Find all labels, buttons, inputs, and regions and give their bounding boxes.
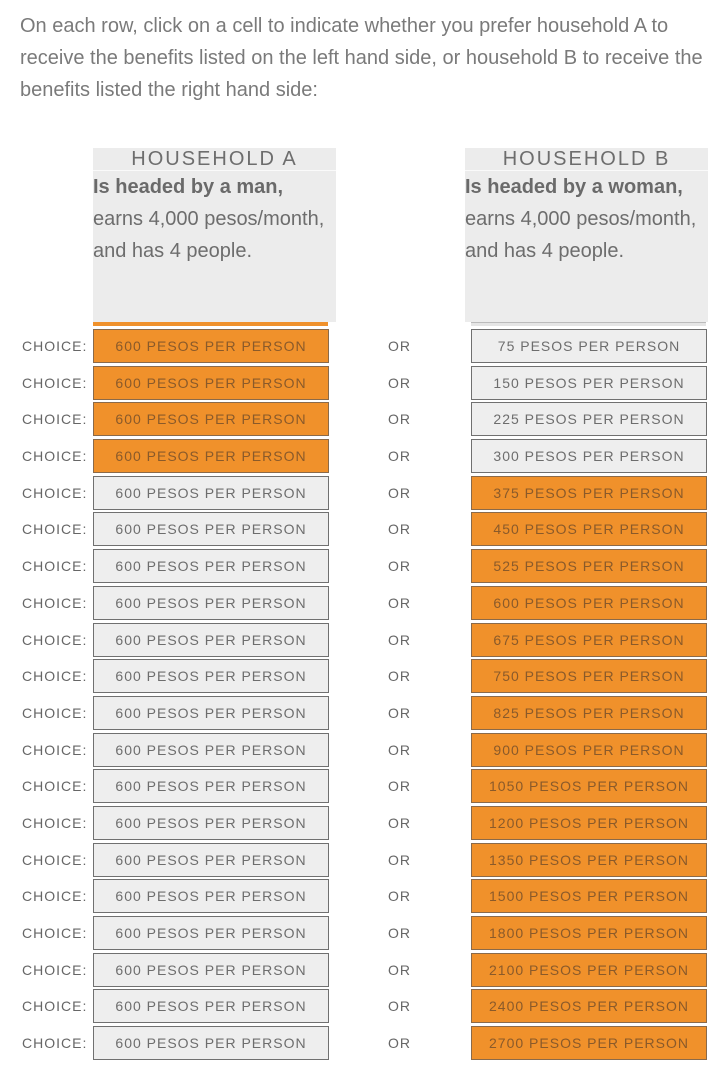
household-a-option-cell[interactable]: 600 PESOS PER PERSON <box>93 696 329 730</box>
choice-row <box>0 696 723 733</box>
choice-row <box>0 1026 723 1063</box>
household-b-description <box>465 171 708 267</box>
choice-row <box>0 879 723 916</box>
household-b-option-cell[interactable]: 225 PESOS PER PERSON <box>471 402 707 436</box>
choice-label: CHOICE: <box>22 1035 88 1052</box>
or-label: OR <box>388 374 411 391</box>
choice-row <box>0 769 723 806</box>
household-b-option-cell[interactable]: 2100 PESOS PER PERSON <box>471 953 707 987</box>
choice-row <box>0 733 723 770</box>
or-label: OR <box>388 888 411 905</box>
household-a-option-cell[interactable]: 600 PESOS PER PERSON <box>93 549 329 583</box>
household-b-option-cell[interactable]: 75 PESOS PER PERSON <box>471 329 707 363</box>
household-b-header <box>465 148 708 322</box>
or-label: OR <box>388 668 411 685</box>
choice-row <box>0 549 723 586</box>
household-a-option-cell[interactable]: 600 PESOS PER PERSON <box>93 366 329 400</box>
choice-label: CHOICE: <box>22 484 88 501</box>
choice-label: CHOICE: <box>22 778 88 795</box>
choice-label: CHOICE: <box>22 558 88 575</box>
choice-label: CHOICE: <box>22 741 88 758</box>
household-a-option-cell[interactable]: 600 PESOS PER PERSON <box>93 989 329 1023</box>
household-b-option-cell[interactable]: 2700 PESOS PER PERSON <box>471 1026 707 1060</box>
household-b-option-cell[interactable]: 750 PESOS PER PERSON <box>471 659 707 693</box>
or-label: OR <box>388 1035 411 1052</box>
choice-row <box>0 916 723 953</box>
household-a-option-cell[interactable]: 600 PESOS PER PERSON <box>93 843 329 877</box>
household-a-desc-bold: Is headed by a man, <box>93 176 284 198</box>
household-b-option-cell[interactable]: 525 PESOS PER PERSON <box>471 549 707 583</box>
household-a-option-cell[interactable]: 600 PESOS PER PERSON <box>93 916 329 950</box>
or-label: OR <box>388 448 411 465</box>
household-a-option-cell[interactable]: 600 PESOS PER PERSON <box>93 586 329 620</box>
household-b-title: HOUSEHOLD B <box>465 148 708 171</box>
household-a-option-cell[interactable]: 600 PESOS PER PERSON <box>93 953 329 987</box>
or-label: OR <box>388 925 411 941</box>
household-b-option-cell[interactable]: 2400 PESOS PER PERSON <box>471 989 707 1023</box>
choice-label: CHOICE: <box>22 411 88 428</box>
household-a-option-cell[interactable]: 600 PESOS PER PERSON <box>93 769 329 803</box>
choice-label: CHOICE: <box>22 374 88 391</box>
choice-row <box>0 586 723 623</box>
choice-row <box>0 623 723 660</box>
household-a-desc-rest: earns 4,000 pesos/month, and has 4 people. <box>93 208 325 262</box>
household-a-option-cell[interactable]: 600 PESOS PER PERSON <box>93 329 329 363</box>
choice-label: CHOICE: <box>22 338 88 354</box>
household-a-accent-line <box>93 322 328 326</box>
household-b-option-cell[interactable]: 1200 PESOS PER PERSON <box>471 806 707 840</box>
choice-label: CHOICE: <box>22 925 88 941</box>
choice-table <box>0 329 723 1063</box>
or-label: OR <box>388 558 411 575</box>
household-b-option-cell[interactable]: 1350 PESOS PER PERSON <box>471 843 707 877</box>
choice-row <box>0 402 723 439</box>
household-a-option-cell[interactable]: 600 PESOS PER PERSON <box>93 512 329 546</box>
choice-label: CHOICE: <box>22 521 88 538</box>
choice-label: CHOICE: <box>22 961 88 978</box>
or-label: OR <box>388 521 411 538</box>
or-label: OR <box>388 741 411 758</box>
household-a-option-cell[interactable]: 600 PESOS PER PERSON <box>93 733 329 767</box>
or-label: OR <box>388 998 411 1015</box>
choice-label: CHOICE: <box>22 704 88 721</box>
or-label: OR <box>388 851 411 868</box>
choice-row <box>0 806 723 843</box>
household-a-option-cell[interactable]: 600 PESOS PER PERSON <box>93 623 329 657</box>
household-b-option-cell[interactable]: 825 PESOS PER PERSON <box>471 696 707 730</box>
choice-row <box>0 953 723 990</box>
household-b-accent-line <box>471 322 706 326</box>
or-label: OR <box>388 484 411 501</box>
household-a-option-cell[interactable]: 600 PESOS PER PERSON <box>93 439 329 473</box>
choice-row <box>0 989 723 1026</box>
choice-label: CHOICE: <box>22 448 88 465</box>
choice-row <box>0 476 723 513</box>
instructions-text: On each row, click on a cell to indicate whether you prefer household A to receive the benefits listed on the left hand side, or household B to receive the benefits listed the right hand side: <box>20 15 703 101</box>
or-label: OR <box>388 814 411 831</box>
or-label: OR <box>388 594 411 611</box>
choice-row <box>0 329 723 366</box>
choice-label: CHOICE: <box>22 594 88 611</box>
household-a-option-cell[interactable]: 600 PESOS PER PERSON <box>93 476 329 510</box>
household-b-desc-bold: Is headed by a woman, <box>465 176 683 198</box>
household-b-option-cell[interactable]: 300 PESOS PER PERSON <box>471 439 707 473</box>
household-a-header <box>93 148 336 322</box>
household-a-option-cell[interactable]: 600 PESOS PER PERSON <box>93 402 329 436</box>
household-a-description <box>93 171 336 267</box>
household-a-title: HOUSEHOLD A <box>93 148 336 171</box>
or-label: OR <box>388 778 411 795</box>
household-b-option-cell[interactable]: 600 PESOS PER PERSON <box>471 586 707 620</box>
choice-row <box>0 366 723 403</box>
household-b-option-cell[interactable]: 450 PESOS PER PERSON <box>471 512 707 546</box>
or-label: OR <box>388 631 411 648</box>
choice-label: CHOICE: <box>22 668 88 685</box>
household-b-desc-rest: earns 4,000 pesos/month, and has 4 people. <box>465 208 697 262</box>
household-a-option-cell[interactable]: 600 PESOS PER PERSON <box>93 806 329 840</box>
choice-label: CHOICE: <box>22 888 88 905</box>
choice-label: CHOICE: <box>22 631 88 648</box>
household-a-option-cell[interactable]: 600 PESOS PER PERSON <box>93 1026 329 1060</box>
household-a-option-cell[interactable]: 600 PESOS PER PERSON <box>93 879 329 913</box>
household-b-option-cell[interactable]: 1800 PESOS PER PERSON <box>471 916 707 950</box>
choice-label: CHOICE: <box>22 814 88 831</box>
household-b-option-cell[interactable]: 375 PESOS PER PERSON <box>471 476 707 510</box>
choice-row <box>0 439 723 476</box>
or-label: OR <box>388 411 411 428</box>
household-b-option-cell[interactable]: 900 PESOS PER PERSON <box>471 733 707 767</box>
household-b-option-cell[interactable]: 675 PESOS PER PERSON <box>471 623 707 657</box>
choice-label: CHOICE: <box>22 851 88 868</box>
choice-row <box>0 512 723 549</box>
or-label: OR <box>388 338 411 354</box>
choice-row <box>0 659 723 696</box>
choice-row <box>0 843 723 880</box>
household-b-option-cell[interactable]: 150 PESOS PER PERSON <box>471 366 707 400</box>
household-b-option-cell[interactable]: 1050 PESOS PER PERSON <box>471 769 707 803</box>
household-a-option-cell[interactable]: 600 PESOS PER PERSON <box>93 659 329 693</box>
household-b-option-cell[interactable]: 1500 PESOS PER PERSON <box>471 879 707 913</box>
or-label: OR <box>388 704 411 721</box>
choice-label: CHOICE: <box>22 998 88 1015</box>
or-label: OR <box>388 961 411 978</box>
